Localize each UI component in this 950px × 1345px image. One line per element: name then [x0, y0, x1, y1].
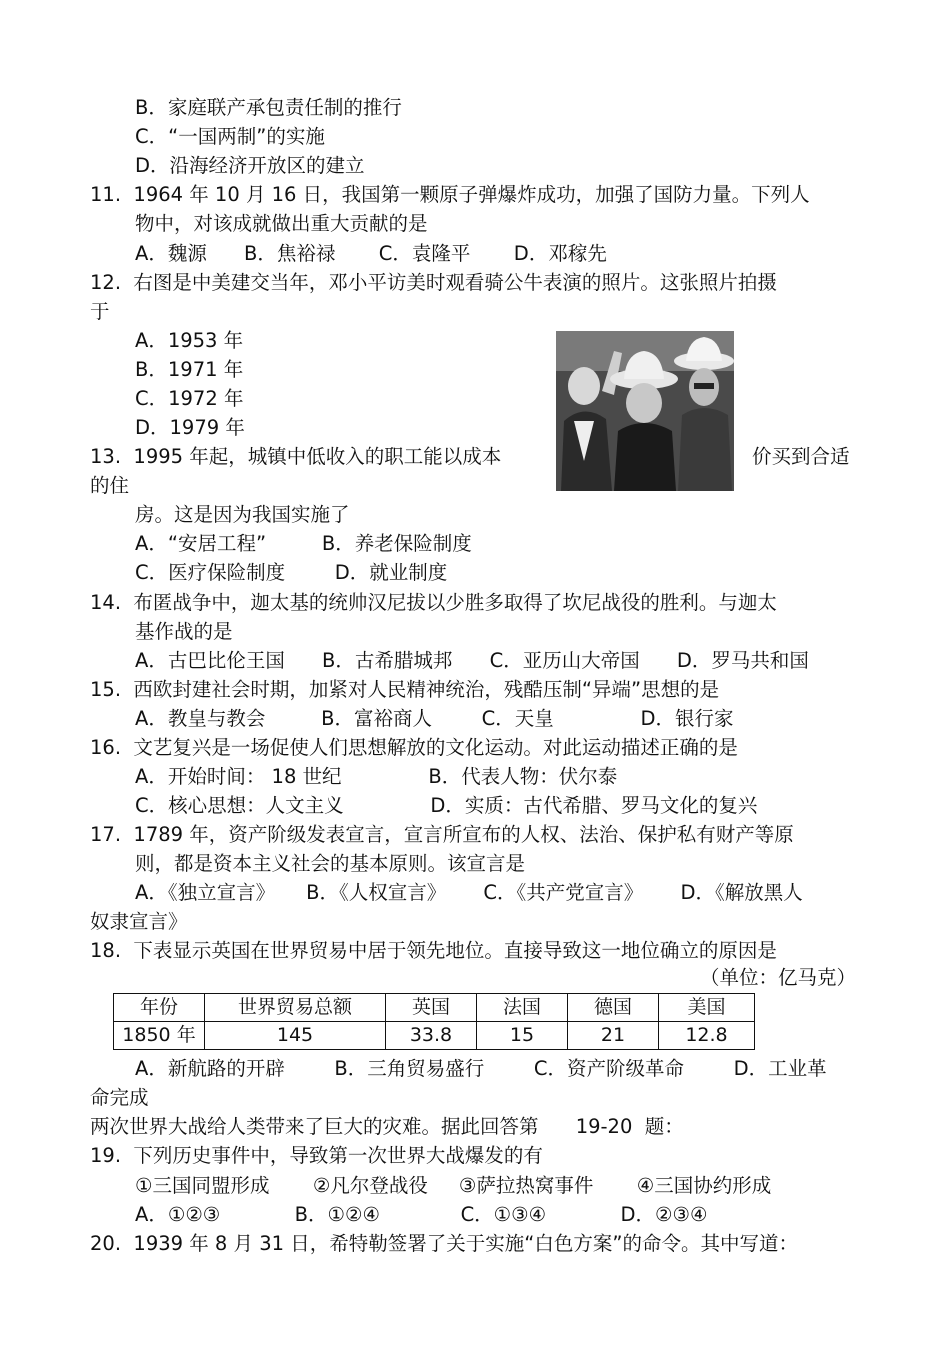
q19-stem: 19. 下列历史事件中，导致第一次世界大战爆发的有	[90, 1144, 543, 1167]
table-header-cell: 美国	[659, 994, 755, 1022]
q14-stem-line2: 基作战的是	[135, 620, 233, 643]
table-header-row	[114, 994, 755, 1022]
q18-options-wrap: 命完成	[90, 1086, 149, 1109]
q13-stem-line2: 的住	[90, 474, 130, 497]
q17-stem-line1: 17. 1789 年，资产阶级发表宣言，宣言所宣布的人权、法治、保护私有财产等原	[90, 823, 794, 846]
q13-stem-line3: 房。这是因为我国实施了	[135, 503, 350, 526]
q11-stem-line1: 11. 1964 年 10 月 16 日，我国第一颗原子弹爆炸成功，加强了国防力量。下列人	[90, 183, 810, 206]
q13-stem-line1a: 13. 1995 年起，城镇中低收入的职工能以成本	[90, 445, 502, 468]
q14-options: A．古巴比伦王国 B．古希腊城邦 C．亚历山大帝国 D．罗马共和国	[135, 649, 809, 672]
table-header-cell: 法国	[477, 994, 568, 1022]
trade-table	[113, 993, 755, 1050]
table-header-cell: 世界贸易总额	[205, 994, 386, 1022]
q20-stem: 20. 1939 年 8 月 31 日，希特勒签署了关于实施“白色方案”的命令。其中写道：	[90, 1232, 798, 1255]
q19-20-intro: 两次世界大战给人类带来了巨大的灾难。据此回答第 19-20 题：	[90, 1115, 684, 1138]
q11-options: A．魏源 B．焦裕禄 C．袁隆平 D．邓稼先	[135, 242, 607, 265]
table-cell: 12.8	[659, 1022, 755, 1050]
q16-options-ab: A．开始时间： 18 世纪 B．代表人物：伏尔泰	[135, 765, 618, 788]
q10-option-b: B．家庭联产承包责任制的推行	[135, 96, 402, 119]
q12-option-c: C．1972 年	[135, 387, 244, 410]
q15-options: A．教皇与教会 B．富裕商人 C．天皇 D．银行家	[135, 707, 734, 730]
table-cell: 21	[568, 1022, 659, 1050]
q12-stem-line2: 于	[90, 300, 110, 323]
q18-options: A．新航路的开辟 B．三角贸易盛行 C．资产阶级革命 D．工业革	[135, 1057, 827, 1080]
q13-options-cd: C．医疗保险制度 D．就业制度	[135, 561, 448, 584]
q16-options-cd: C．核心思想：人文主义 D．实质：古代希腊、罗马文化的复兴	[135, 794, 758, 817]
table-header-cell: 英国	[386, 994, 477, 1022]
q16-stem: 16. 文艺复兴是一场促使人们思想解放的文化运动。对此运动描述正确的是	[90, 736, 738, 759]
q12-option-d: D．1979 年	[135, 416, 245, 439]
q15-stem: 15. 西欧封建社会时期，加紧对人民精神统治，残酷压制“异端”思想的是	[90, 678, 720, 701]
q19-items: ①三国同盟形成 ②凡尔登战役 ③萨拉热窝事件 ④三国协约形成	[135, 1174, 772, 1197]
table-header-cell: 年份	[114, 994, 205, 1022]
q17-options: A．《独立宣言》 B．《人权宣言》 C．《共产党宣言》 D．《解放黑人	[135, 881, 803, 904]
q17-stem-line2: 则，都是资本主义社会的基本原则。该宣言是	[135, 852, 526, 875]
q18-unit-label: （单位：亿马克）	[700, 966, 857, 989]
photo-figures-icon	[556, 331, 734, 491]
q14-stem-line1: 14. 布匿战争中，迦太基的统帅汉尼拔以少胜多取得了坎尼战役的胜利。与迦太	[90, 591, 777, 614]
q12-stem-line1: 12. 右图是中美建交当年，邓小平访美时观看骑公牛表演的照片。这张照片拍摄	[90, 271, 777, 294]
q11-stem-line2: 物中，对该成就做出重大贡献的是	[135, 212, 428, 235]
q10-option-d: D．沿海经济开放区的建立	[135, 154, 365, 177]
table-header-cell: 德国	[568, 994, 659, 1022]
q18-stem: 18. 下表显示英国在世界贸易中居于领先地位。直接导致这一地位确立的原因是	[90, 939, 777, 962]
rodeo-photo	[556, 331, 734, 491]
table-cell: 33.8	[386, 1022, 477, 1050]
table-cell: 145	[205, 1022, 386, 1050]
q13-options-ab: A．“安居工程” B．养老保险制度	[135, 532, 472, 555]
q19-options: A．①②③ B．①②④ C．①③④ D．②③④	[135, 1203, 708, 1226]
q17-options-wrap: 奴隶宣言》	[90, 910, 188, 933]
q13-stem-line1b: 价买到合适	[752, 445, 850, 468]
table-row	[114, 1022, 755, 1050]
q10-option-c: C．“一国两制”的实施	[135, 125, 325, 148]
table-cell-year: 1850 年	[114, 1022, 205, 1050]
q12-option-a: A．1953 年	[135, 329, 244, 352]
q12-option-b: B．1971 年	[135, 358, 244, 381]
table-cell: 15	[477, 1022, 568, 1050]
